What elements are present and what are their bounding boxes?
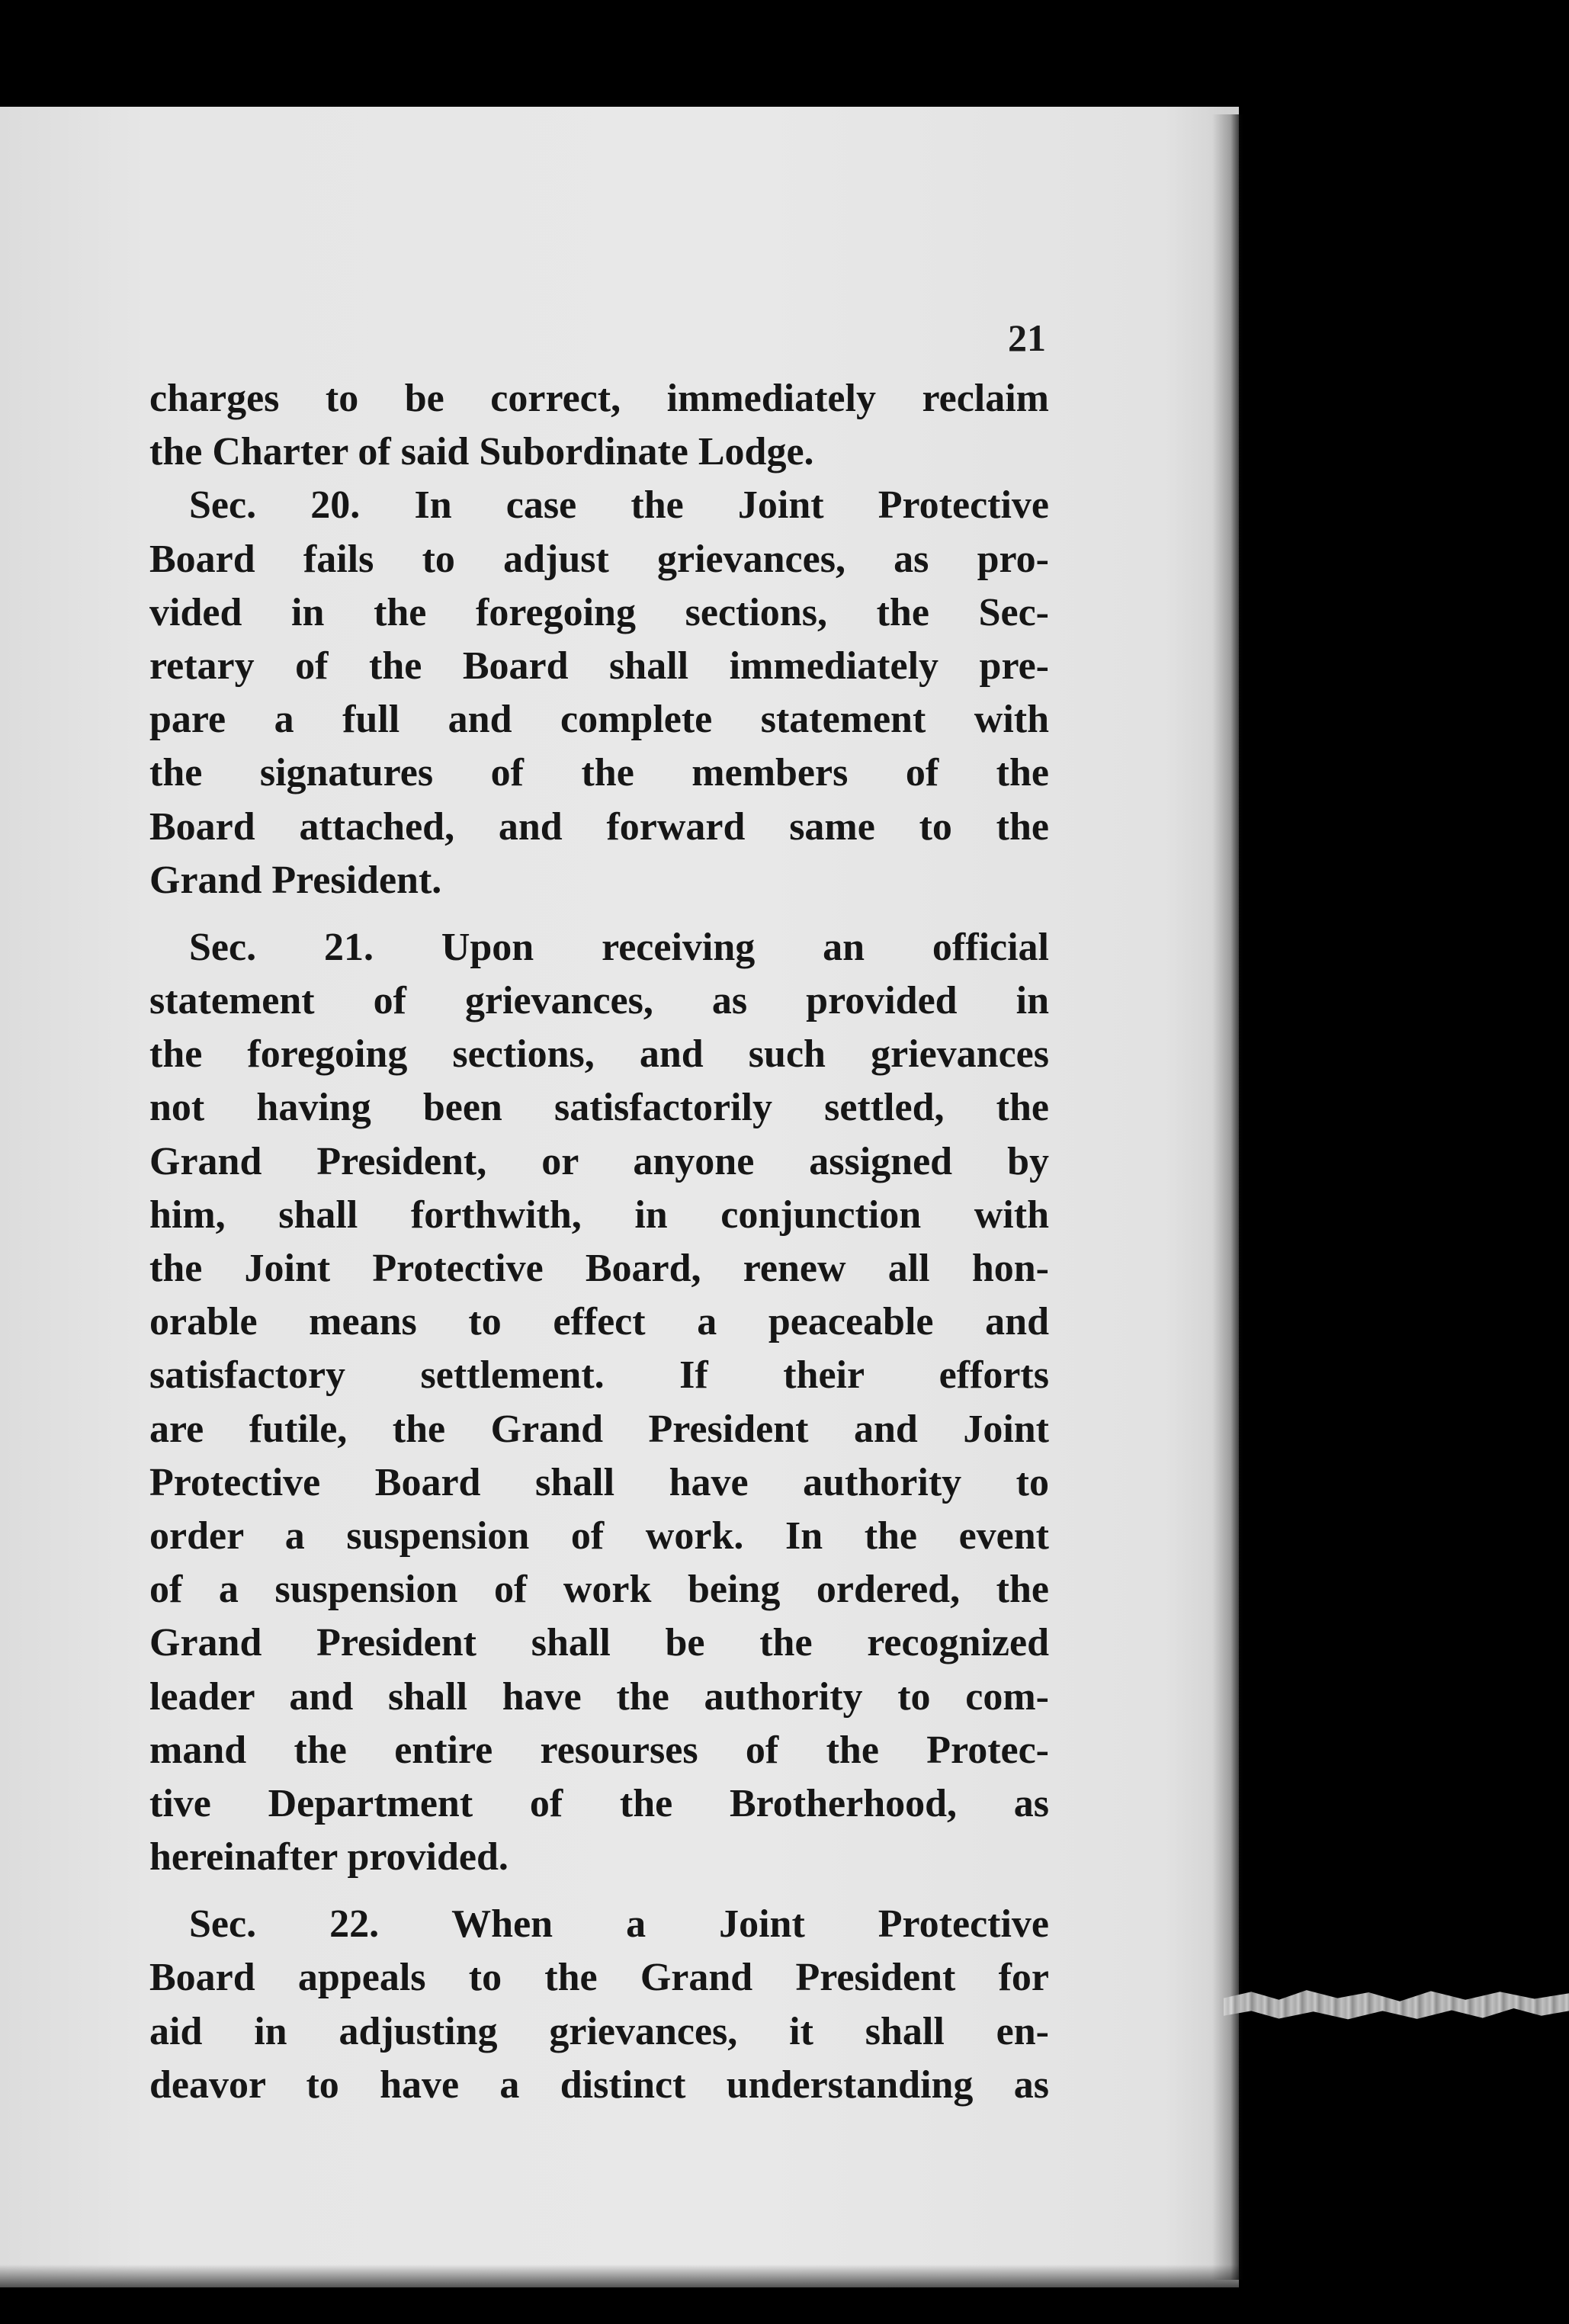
text-line: deavor to have a distinct understanding as — [149, 2062, 1049, 2107]
text-line: order a suspension of work. In the event — [149, 1513, 1049, 1558]
text-line: him, shall forthwith, in conjunction with — [149, 1192, 1049, 1237]
text-line: tive Department of the Brotherhood, as — [149, 1781, 1049, 1825]
text-line: pare a full and complete statement with — [149, 698, 1049, 742]
paragraph-gap — [149, 907, 1049, 921]
torn-paper-fragment — [1224, 1989, 1569, 2021]
text-line: not having been satisfactorily settled, the — [149, 1086, 1049, 1130]
text-line: are futile, the Grand President and Joint — [149, 1407, 1049, 1451]
text-line: the foregoing sections, and such grievances — [149, 1032, 1049, 1077]
text-line: the Joint Protective Board, renew all hon- — [149, 1247, 1049, 1290]
text-line: Grand President shall be the recognized — [149, 1621, 1049, 1665]
page-bottom-shadow — [0, 2265, 1239, 2295]
body-text — [149, 372, 1049, 2112]
page-edge-shadow — [1212, 114, 1243, 2280]
text-line: Grand President. — [149, 858, 442, 902]
section-heading-line: Sec. 22. When a Joint Protective — [189, 1902, 1049, 1947]
text-line: statement of grievances, as provided in — [149, 979, 1049, 1023]
text-line: Protective Board shall have authority to — [149, 1460, 1049, 1504]
text-line: retary of the Board shall immediately pre- — [149, 644, 1049, 688]
text-line: the signatures of the members of the — [149, 751, 1049, 795]
text-line: satisfactory settlement. If their efforts — [149, 1353, 1049, 1398]
text-line: orable means to effect a peaceable and — [149, 1300, 1049, 1344]
text-line: leader and shall have the authority to com- — [149, 1674, 1049, 1719]
text-line: charges to be correct, immediately reclaim — [149, 377, 1049, 420]
text-line: Board appeals to the Grand President for — [149, 1956, 1049, 2000]
text-line: Board attached, and forward same to the — [149, 804, 1049, 849]
text-line: aid in adjusting grievances, it shall en- — [149, 2009, 1049, 2053]
text-line: Grand President, or anyone assigned by — [149, 1139, 1049, 1183]
text-line: the Charter of said Subordinate Lodge. — [149, 430, 814, 474]
section-heading-line: Sec. 20. In case the Joint Protective — [189, 483, 1049, 528]
text-line: of a suspension of work being ordered, the — [149, 1568, 1049, 1612]
text-line: hereinafter provided. — [149, 1835, 509, 1879]
text-line: vided in the foregoing sections, the Sec- — [149, 590, 1049, 634]
paragraph-gap — [149, 1884, 1049, 1898]
text-line: Board fails to adjust grievances, as pro- — [149, 537, 1049, 581]
text-line: mand the entire resourses of the Protec- — [149, 1728, 1049, 1772]
section-heading-line: Sec. 21. Upon receiving an official — [189, 925, 1049, 969]
page-number: 21 — [1008, 316, 1046, 359]
